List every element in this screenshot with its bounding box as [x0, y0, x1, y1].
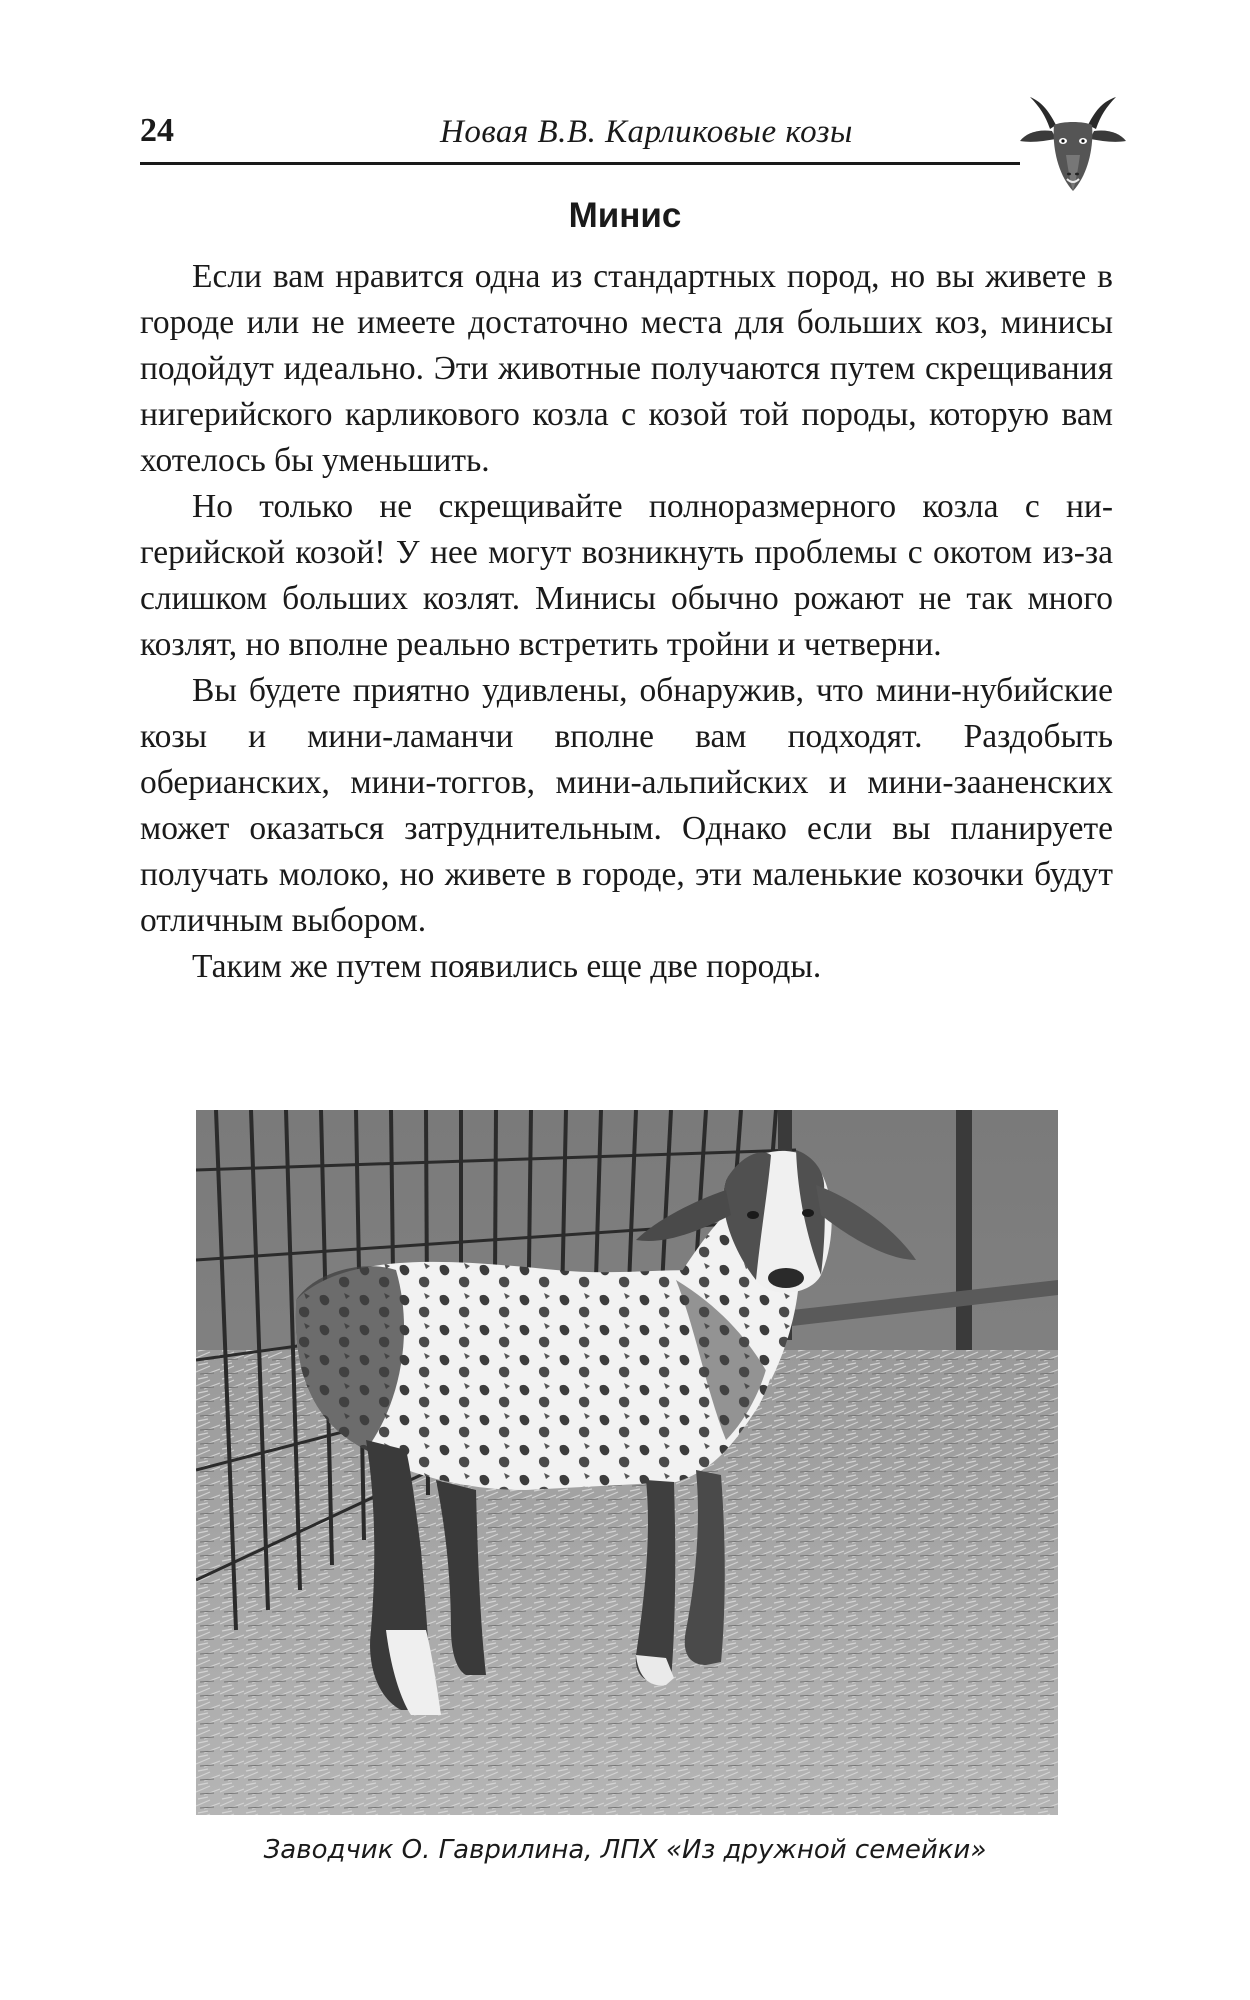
running-head: Новая В.В. Карликовые козы — [440, 114, 853, 150]
paragraph: Таким же путем появились еще две породы. — [192, 948, 822, 985]
body-text — [140, 254, 1113, 990]
page-number: 24 — [140, 112, 174, 149]
paragraph: Но только не скрещивайте полноразмерного козла с нигерийской козой! У нее могут возникнуть проблемы с окотом из-за слишком больших козлят. Минисы обычно рожают не так много козлят, но вполне реально встретить тройни и четверни. — [140, 488, 1113, 663]
section-title: Минис — [568, 196, 682, 235]
goat-photo — [196, 1110, 1058, 1815]
paragraph: Вы будете приятно удивлены, обнаружив, что мини-нубийские козы и мини-ламанчи вполне вам подходят. Раздобыть оберианских, мини-тоггов, мини-альпийских и мини-зааненских может оказаться затруднительным. Однако если вы планируете получать молоко, но живете в городе, эти маленькие козочки будут отличным выбором. — [140, 672, 1113, 939]
paragraph: Если вам нравится одна из стандартных пород, но вы живете в городе или не имеете достаточно места для больших коз, минисы подойдут идеально. Эти животные получаются путем скрещивания нигерийского карликового козла с козой той породы, которую вам хотелось бы уменьшить. — [140, 258, 1113, 479]
goat-head-icon — [1018, 95, 1128, 195]
photo-caption: Заводчик О. Гаврилина, ЛПХ «Из дружной семейки» — [263, 1835, 987, 1865]
header-rule — [140, 162, 1020, 165]
